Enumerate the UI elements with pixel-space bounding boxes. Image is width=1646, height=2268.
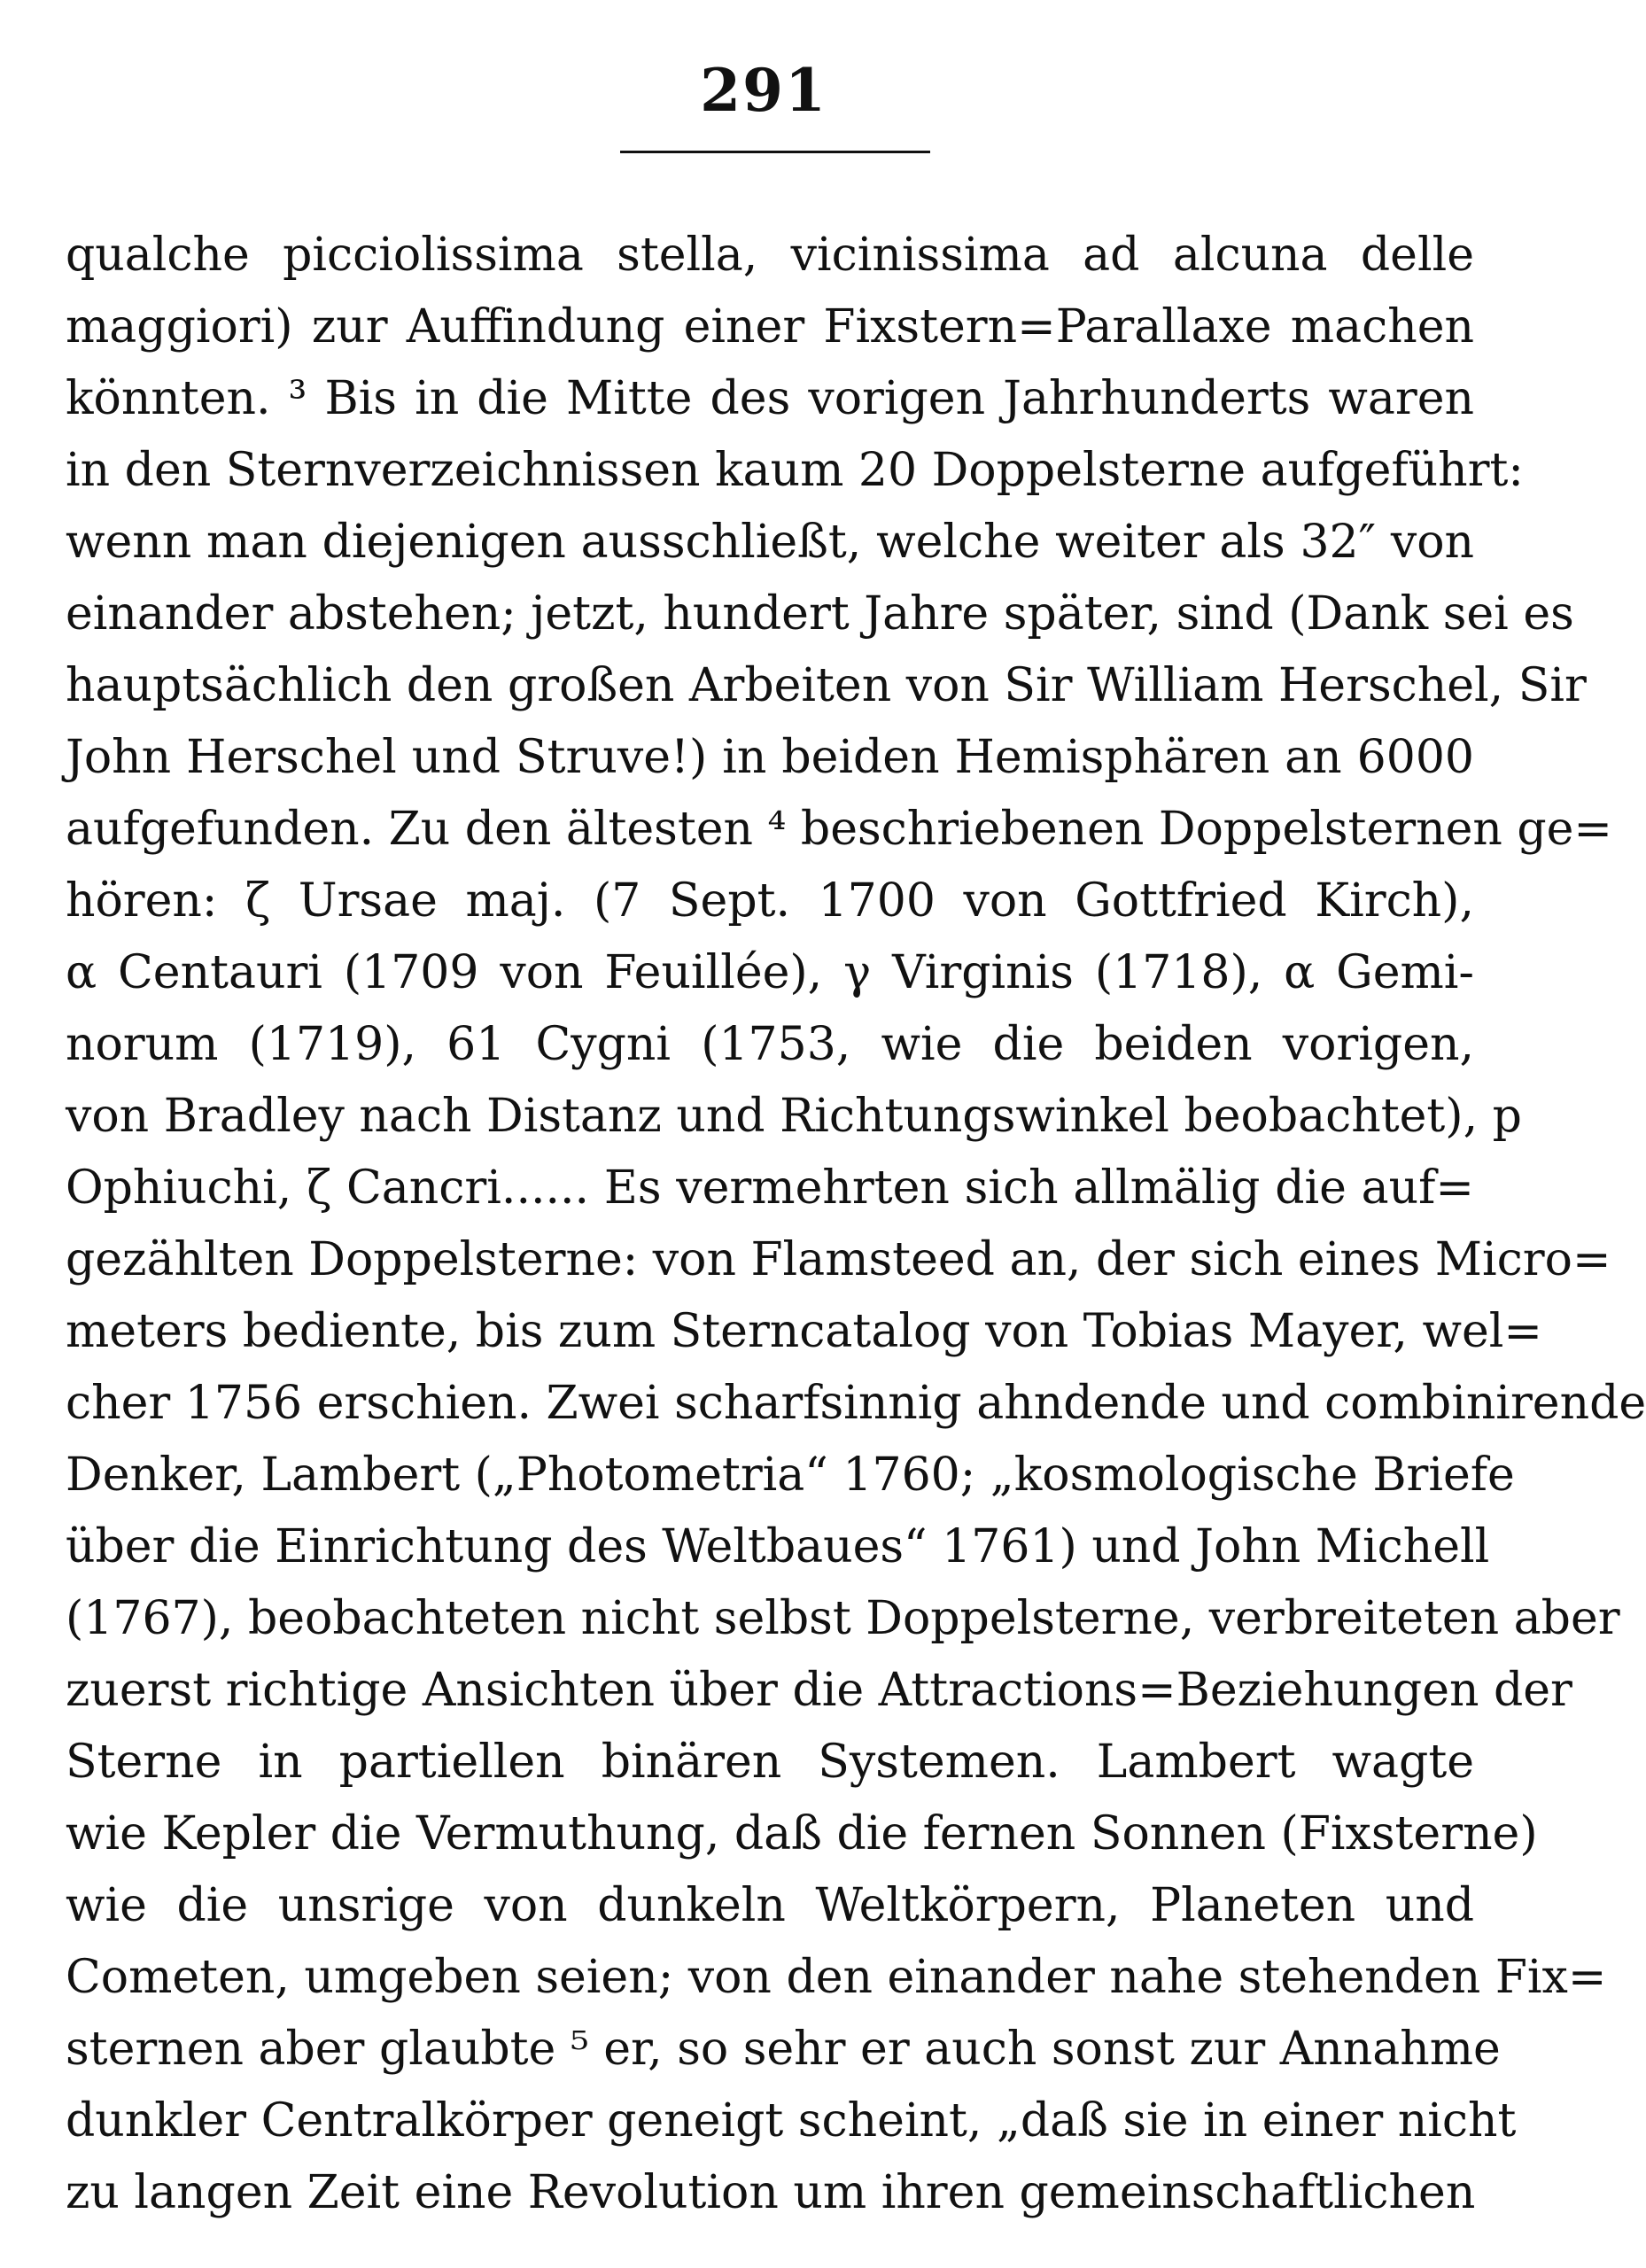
text-line: zu langen Zeit eine Revolution um ihren gemeinschaftlichen — [66, 2166, 1476, 2219]
text-line: cher 1756 erschien. Zwei scharfsinnig ahndende und combinirende — [66, 1377, 1646, 1430]
text-line: gezählten Doppelsterne: von Flamsteed an, der sich eines Micro= — [66, 1233, 1611, 1286]
text-line: norum (1719), 61 Cygni (1753, wie die beiden vorigen, — [66, 1018, 1474, 1071]
text-line: aufgefunden. Zu den ältesten ⁴ beschriebenen Doppelsternen ge= — [66, 803, 1612, 856]
text-line: Denker, Lambert („Photometria“ 1760; „kosmologische Briefe — [66, 1449, 1515, 1502]
text-line: qualche picciolissima stella, vicinissima ad alcuna delle — [66, 229, 1474, 282]
text-line: in den Sternverzeichnissen kaum 20 Doppelsterne aufgeführt: — [66, 444, 1524, 497]
text-line: maggiori) zur Auffindung einer Fixstern=Parallaxe machen — [66, 300, 1474, 353]
text-line: könnten. ³ Bis in die Mitte des vorigen Jahrhunderts waren — [66, 372, 1474, 425]
text-line: dunkler Centralkörper geneigt scheint, „daß sie in einer nicht — [66, 2094, 1517, 2148]
text-line: Sterne in partiellen binären Systemen. Lambert wagte — [66, 1736, 1474, 1789]
text-line: Ophiuchi, ζ Cancri...... Es vermehrten sich allmälig die auf= — [66, 1161, 1474, 1215]
body-text — [66, 220, 1646, 2229]
text-line: über die Einrichtung des Weltbaues“ 1761) und John Michell — [66, 1520, 1490, 1573]
text-line: Cometen, umgeben seien; von den einander nahe stehenden Fix= — [66, 1951, 1607, 2004]
page-number: 291 — [700, 56, 827, 125]
text-line: hören: ζ Ursae maj. (7 Sept. 1700 von Gottfried Kirch), — [66, 874, 1474, 928]
text-line: zuerst richtige Ansichten über die Attractions=Beziehungen der — [66, 1664, 1572, 1717]
text-line: wie Kepler die Vermuthung, daß die fernen Sonnen (Fixsterne) — [66, 1807, 1538, 1860]
text-line: wie die unsrige von dunkeln Weltkörpern, Planeten und — [66, 1879, 1474, 1932]
text-line: hauptsächlich den großen Arbeiten von Sir William Herschel, Sir — [66, 659, 1587, 712]
text-line: einander abstehen; jetzt, hundert Jahre später, sind (Dank sei es — [66, 587, 1574, 641]
text-line: John Herschel und Struve!) in beiden Hemisphären an 6000 — [66, 731, 1474, 784]
text-line: (1767), beobachteten nicht selbst Doppelsterne, verbreiteten aber — [66, 1592, 1620, 1645]
text-line: wenn man diejenigen ausschließt, welche weiter als 32″ von — [66, 516, 1474, 569]
header-rule — [620, 151, 930, 153]
text-line: sternen aber glaubte ⁵ er, so sehr er auch sonst zur Annahme — [66, 2023, 1501, 2076]
text-line: von Bradley nach Distanz und Richtungswinkel beobachtet), p — [66, 1090, 1522, 1143]
text-line: meters bediente, bis zum Sterncatalog von Tobias Mayer, wel= — [66, 1305, 1542, 1358]
text-line: α Centauri (1709 von Feuillée), γ Virginis (1718), α Gemi- — [66, 946, 1474, 999]
